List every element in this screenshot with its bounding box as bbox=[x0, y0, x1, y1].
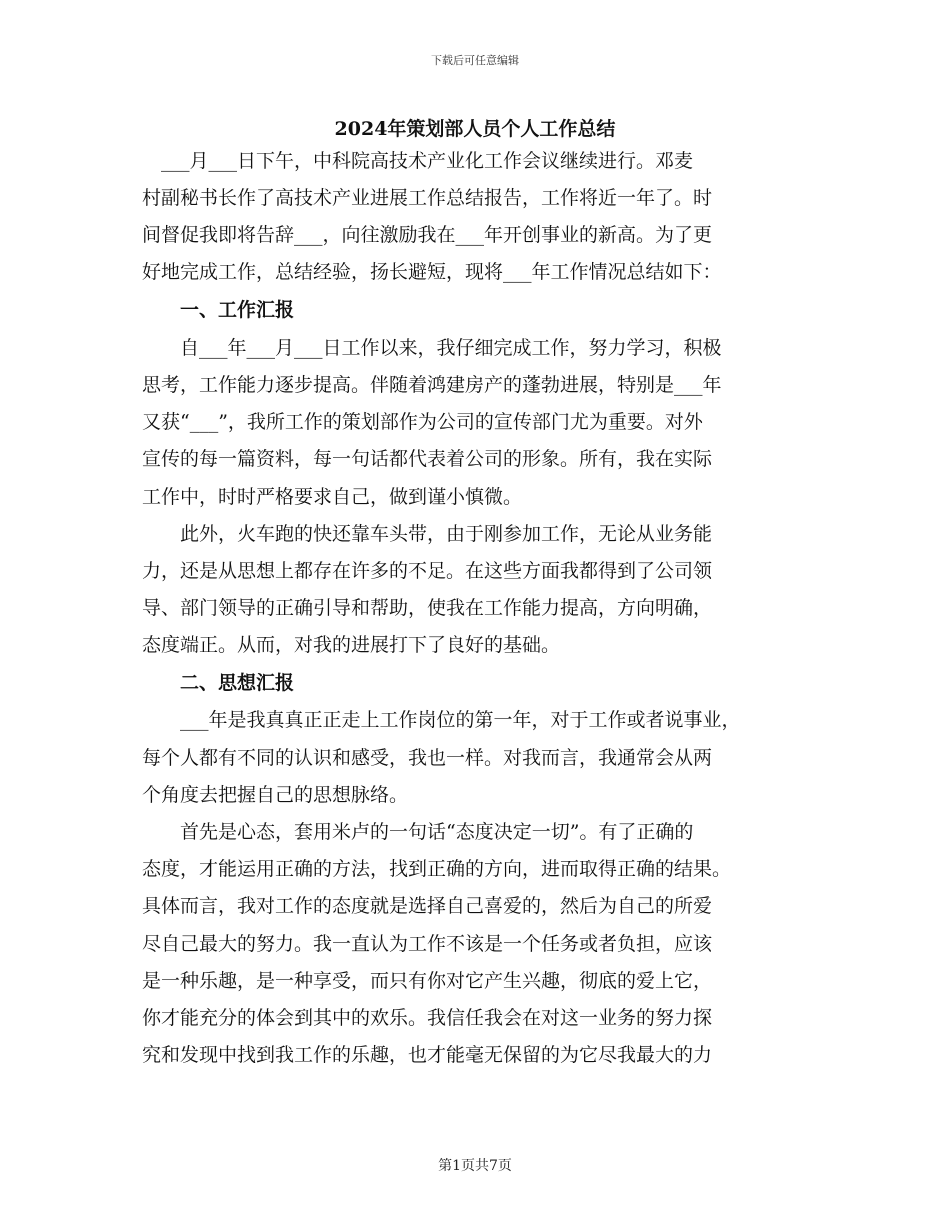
body-line: 究和发现中找到我工作的乐趣，也才能毫无保留的为它尽我最大的力 bbox=[142, 1044, 713, 1066]
body-line: 力，还是从思想上都存在许多的不足。在这些方面我都得到了公司领 bbox=[142, 560, 713, 582]
body-line: 每个人都有不同的认识和感受，我也一样。对我而言，我通常会从两 bbox=[142, 747, 713, 769]
body-line: 工作中，时时严格要求自己，做到谨小慎微。 bbox=[142, 486, 523, 508]
body-line: 村副秘书长作了高技术产业进展工作总结报告，工作将近一年了。时 bbox=[142, 187, 713, 209]
section-heading-work-report: 一、工作汇报 bbox=[142, 299, 295, 321]
section-heading-thought-report: 二、思想汇报 bbox=[142, 672, 295, 694]
body-line: 好地完成工作，总结经验，扬长避短，现将___年工作情况总结如下： bbox=[142, 261, 722, 283]
body-line: 首先是心态，套用米卢的一句话“态度决定一切”。有了正确的 bbox=[142, 821, 694, 843]
body-line: 态度端正。从而，对我的进展打下了良好的基础。 bbox=[142, 634, 561, 656]
body-line: ___年是我真真正正走上工作岗位的第一年，对于工作或者说事业， bbox=[142, 709, 741, 731]
body-line: 此外，火车跑的快还靠车头带，由于刚参加工作，无论从业务能 bbox=[142, 523, 713, 545]
body-line: 是一种乐趣，是一种享受，而只有你对它产生兴趣，彻底的爱上它， bbox=[142, 970, 713, 992]
body-line: 你才能充分的体会到其中的欢乐。我信任我会在对这一业务的努力探 bbox=[142, 1007, 713, 1029]
body-line: 又获“___”，我所工作的策划部作为公司的宣传部门尤为重要。对外 bbox=[142, 411, 703, 433]
page-header-note: 下载后可任意编辑 bbox=[431, 54, 519, 67]
body-line: 思考，工作能力逐步提高。伴随着鸿建房产的蓬勃进展，特别是___年 bbox=[142, 374, 722, 396]
body-line: 间督促我即将告辞___，向往激励我在___年开创事业的新高。为了更 bbox=[142, 224, 713, 246]
body-line: 自___年___月___日工作以来，我仔细完成工作，努力学习，积极 bbox=[142, 337, 722, 359]
body-line: 个角度去把握自己的思想脉络。 bbox=[142, 784, 409, 806]
document-title: 2024年策划部人员个人工作总结 bbox=[334, 118, 616, 140]
body-line: 导、部门领导的正确引导和帮助，使我在工作能力提高，方向明确， bbox=[142, 597, 713, 619]
body-line: 态度，才能运用正确的方法，找到正确的方向，进而取得正确的结果。 bbox=[142, 858, 732, 880]
body-line: 具体而言，我对工作的态度就是选择自己喜爱的，然后为自己的所爱 bbox=[142, 895, 713, 917]
body-line: 宣传的每一篇资料，每一句话都代表着公司的形象。所有，我在实际 bbox=[142, 448, 713, 470]
body-line: 尽自己最大的努力。我一直认为工作不该是一个任务或者负担，应该 bbox=[142, 933, 713, 955]
body-line: ___月___日下午，中科院高技术产业化工作会议继续进行。邓麦 bbox=[142, 150, 694, 172]
page-number: 第1页共7页 bbox=[438, 1158, 512, 1174]
